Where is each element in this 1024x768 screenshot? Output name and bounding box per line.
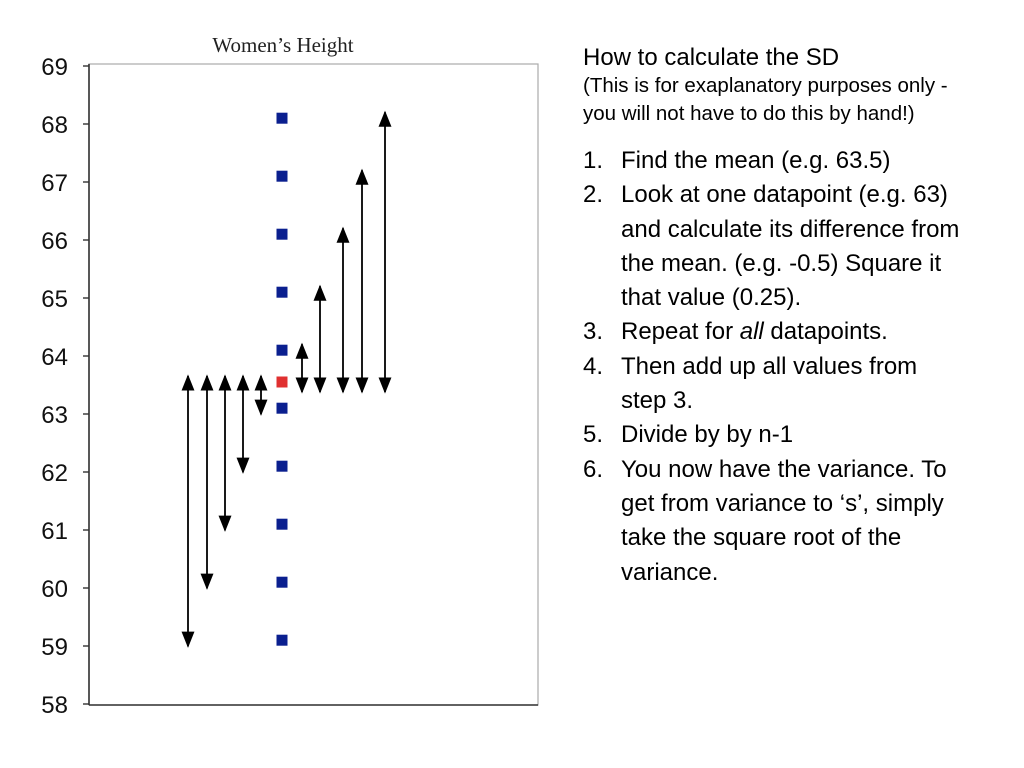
y-tick-label: 66 bbox=[41, 228, 68, 255]
step-text: Find the mean (e.g. 63.5) bbox=[621, 147, 891, 174]
y-tick-label: 60 bbox=[41, 576, 68, 603]
step-text-emphasis: all bbox=[739, 318, 764, 346]
explanation-panel bbox=[583, 44, 1003, 590]
y-tick-label: 67 bbox=[41, 170, 68, 197]
data-point bbox=[277, 345, 288, 356]
y-ticks bbox=[41, 54, 89, 719]
step-item bbox=[583, 453, 1003, 590]
data-point bbox=[277, 403, 288, 414]
y-tick-label: 63 bbox=[41, 402, 68, 429]
step-number: 3. bbox=[583, 318, 604, 346]
step-number: 1. bbox=[583, 147, 604, 174]
y-tick-label: 62 bbox=[41, 460, 68, 487]
step-item bbox=[583, 144, 1003, 178]
step-text: Then add up all values from step 3. bbox=[621, 352, 918, 415]
data-point bbox=[277, 461, 288, 472]
y-tick-label: 69 bbox=[41, 54, 68, 81]
step-text: Divide by by n-1 bbox=[621, 421, 794, 449]
step-item bbox=[583, 315, 1003, 349]
data-point bbox=[277, 229, 288, 240]
data-points bbox=[277, 113, 288, 646]
step-item bbox=[583, 350, 1003, 419]
data-point bbox=[277, 635, 288, 646]
step-text-after: datapoints. bbox=[763, 318, 888, 346]
step-number: 2. bbox=[583, 181, 604, 209]
y-tick-label: 59 bbox=[41, 634, 68, 661]
mean-point bbox=[277, 377, 288, 388]
step-item bbox=[583, 418, 1003, 452]
chart-title: Women’s Height bbox=[212, 33, 354, 57]
data-point bbox=[277, 287, 288, 298]
step-text: Look at one datapoint (e.g. 63) and calculate its difference from the mean. (e.g. -0.5) Square it that value (0.25). bbox=[621, 181, 960, 312]
data-point bbox=[277, 577, 288, 588]
y-tick-label: 61 bbox=[41, 518, 68, 545]
step-text-before: Repeat for bbox=[621, 318, 740, 346]
y-tick-label: 64 bbox=[41, 344, 68, 371]
step-item bbox=[583, 178, 1003, 315]
y-tick-label: 58 bbox=[41, 692, 68, 719]
step-number: 6. bbox=[583, 455, 604, 483]
y-tick-label: 68 bbox=[41, 112, 68, 139]
explanation-heading: How to calculate the SD bbox=[583, 44, 840, 71]
data-point bbox=[277, 519, 288, 530]
explanation-note: (This is for exaplanatory purposes only - you will not have to do this by hand!) bbox=[583, 74, 948, 125]
plot-frame bbox=[89, 64, 538, 705]
data-point bbox=[277, 113, 288, 124]
step-number: 5. bbox=[583, 421, 604, 449]
y-tick-label: 65 bbox=[41, 286, 68, 313]
step-number: 4. bbox=[583, 352, 604, 380]
step-text: You now have the variance. To get from variance to ‘s’, simply take the square root of the variance. bbox=[621, 455, 947, 586]
steps-list bbox=[583, 144, 1003, 590]
step-text bbox=[621, 315, 966, 349]
data-point bbox=[277, 171, 288, 182]
